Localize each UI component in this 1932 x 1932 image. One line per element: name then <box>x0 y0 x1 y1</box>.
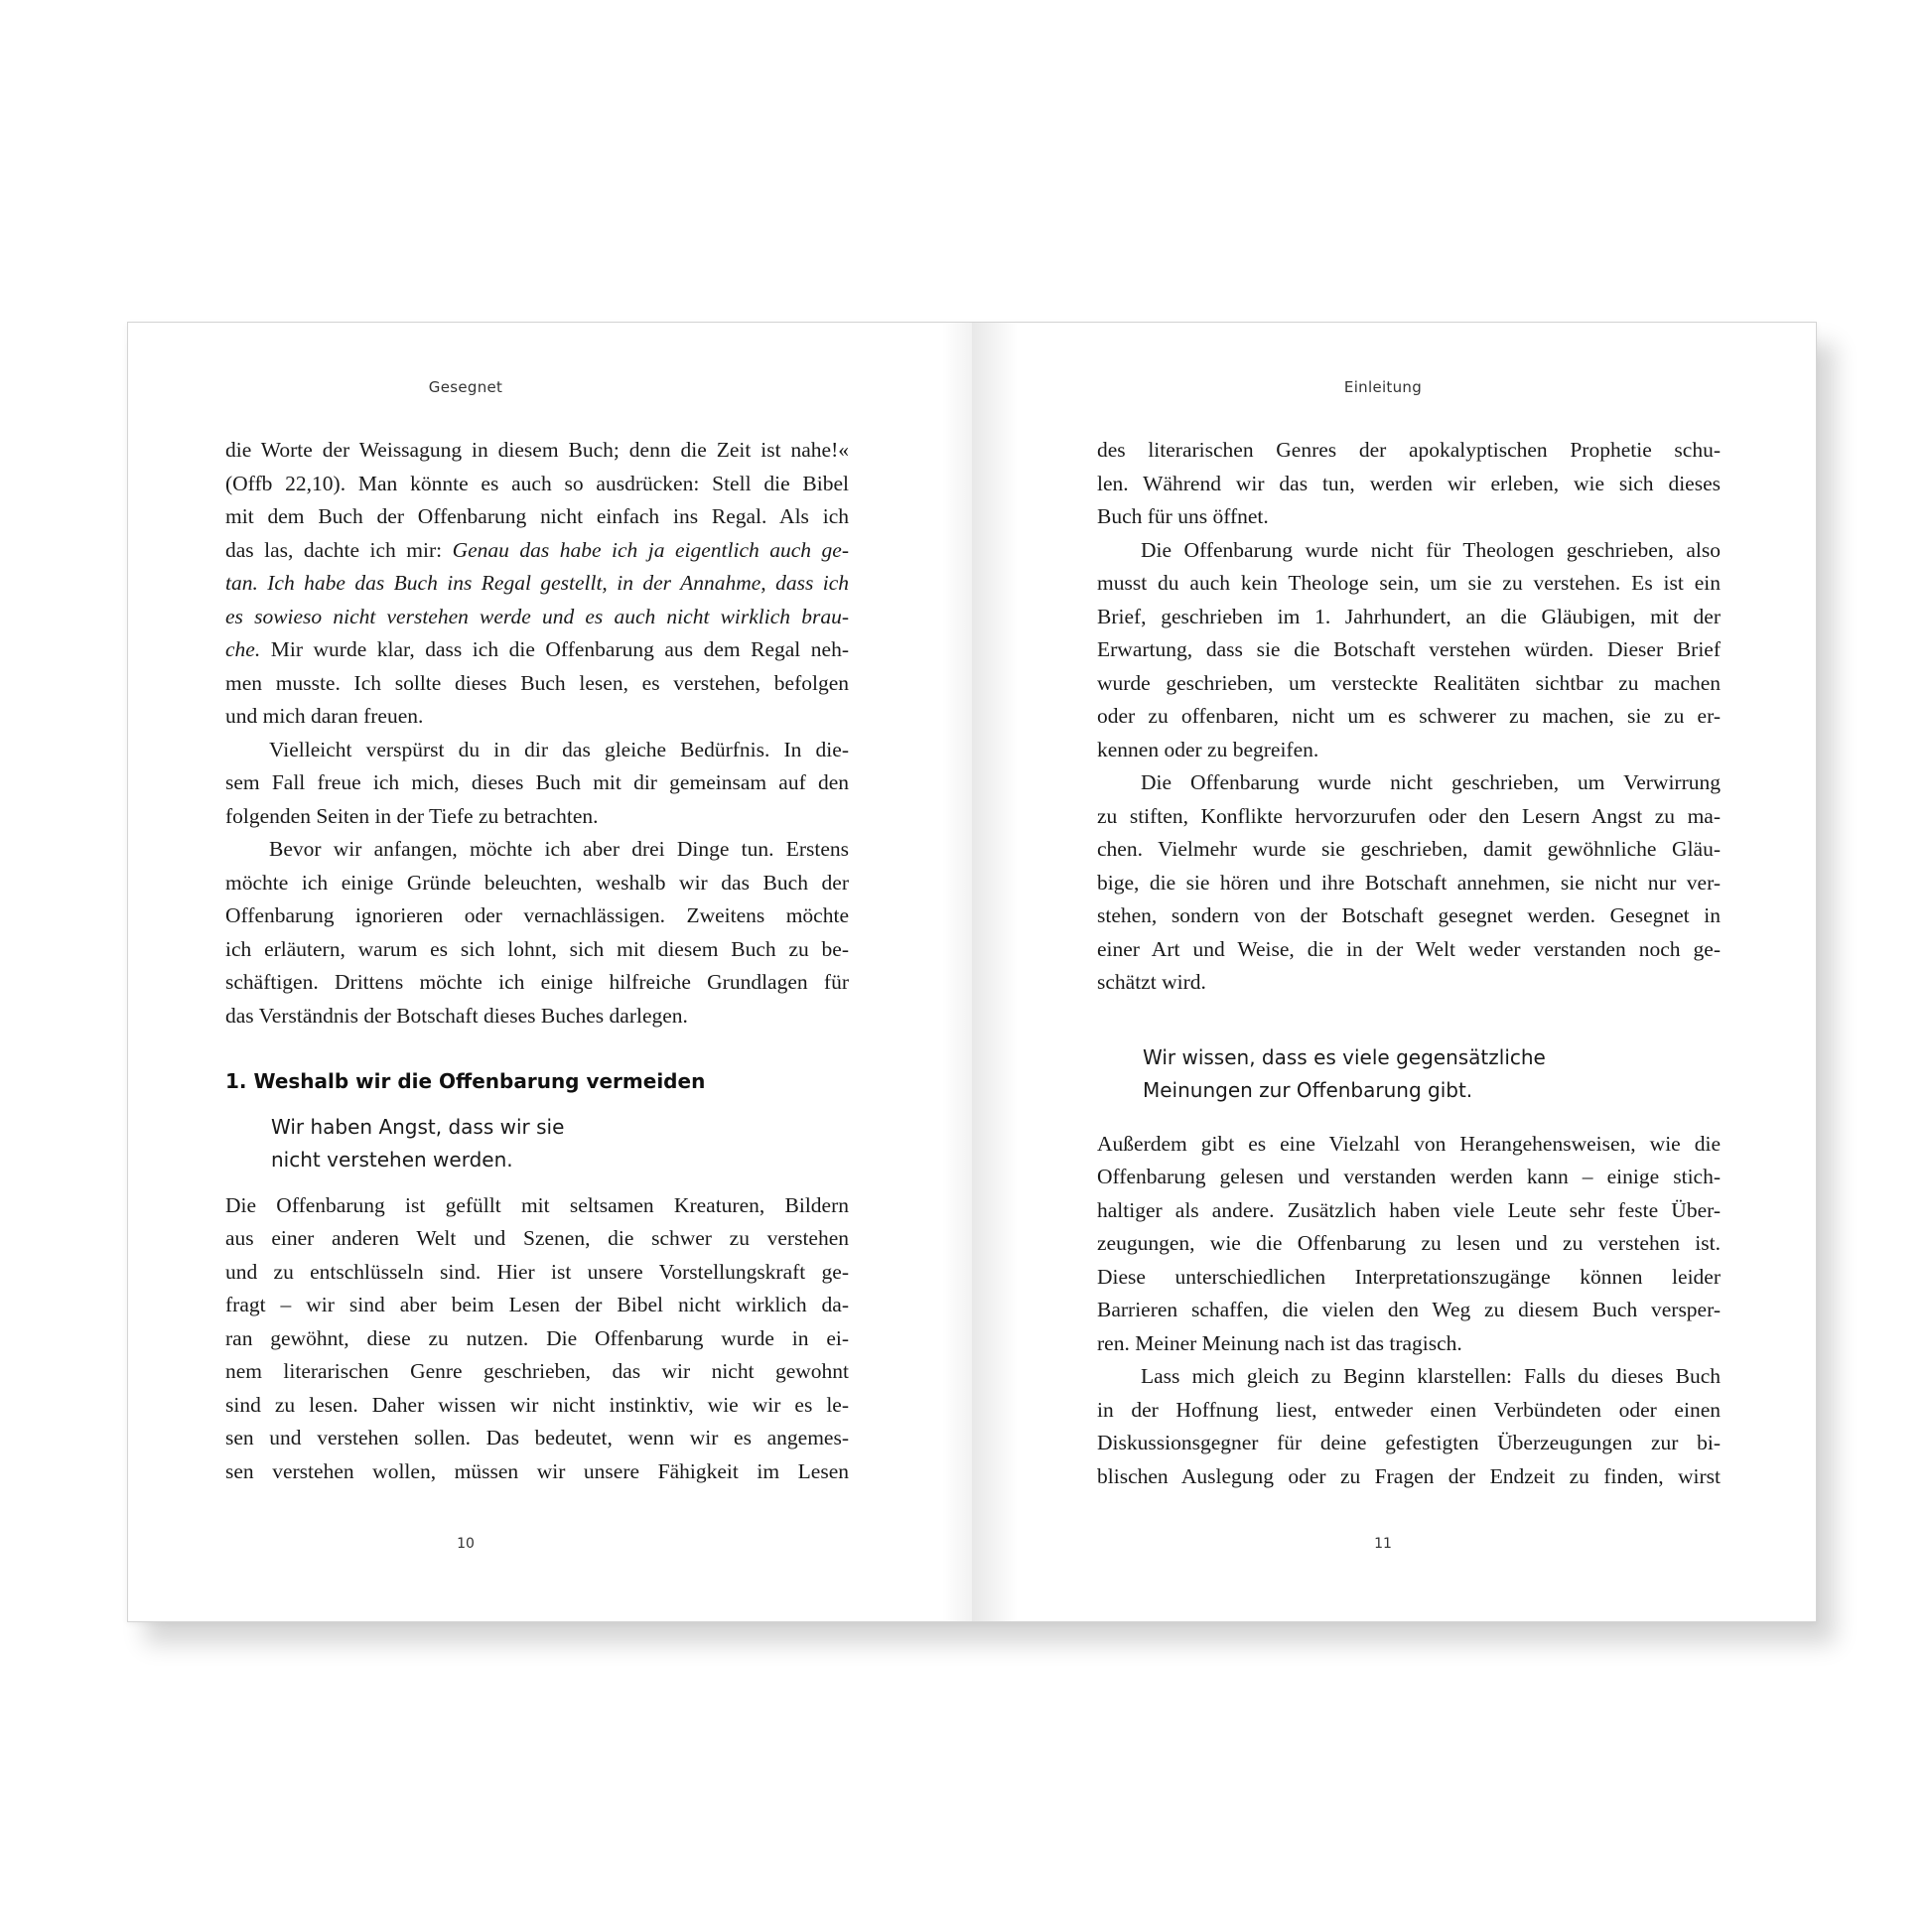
text-line: zeugungen, wie die Offenbarung zu lesen und zu verstehen ist. <box>1097 1231 1721 1255</box>
section-heading: 1. Weshalb wir die Offenbarung vermeiden <box>225 1069 706 1093</box>
text-line: Erwartung, dass sie die Botschaft verstehen würden. Dieser Brief <box>1097 637 1721 661</box>
text-line: schätzt wird. <box>1097 970 1206 994</box>
page-number: 11 <box>1374 1536 1392 1552</box>
text-line: Die Offenbarung ist gefüllt mit seltsamen Kreaturen, Bildern <box>225 1192 849 1217</box>
text-line: Lass mich gleich zu Beginn klarstellen: Falls du dieses Buch <box>1141 1364 1721 1388</box>
page-number: 10 <box>457 1536 475 1552</box>
text-line: schäftigen. Drittens möchte ich einige hilfreiche Grundlagen für <box>225 970 849 994</box>
quote-line: nicht verstehen werden. <box>271 1148 513 1172</box>
running-head: Gesegnet <box>428 378 503 396</box>
text-line: Vielleicht verspürst du in dir das gleiche Bedürfnis. In die- <box>269 737 849 761</box>
text-line: haltiger als andere. Zusätzlich haben viele Leute sehr feste Über- <box>1097 1197 1721 1222</box>
text-line: möchte ich einige Gründe beleuchten, weshalb wir das Buch der <box>225 870 849 895</box>
text-line: einer Art und Weise, die in der Welt weder verstanden noch ge- <box>1097 936 1721 961</box>
text-run: das las, dachte ich mir: <box>225 537 453 562</box>
paragraph <box>1097 1128 1721 1361</box>
quote-line: Wir haben Angst, dass wir sie <box>271 1114 565 1139</box>
paragraph <box>225 434 849 734</box>
text-line: und mich daran freuen. <box>225 704 424 728</box>
text-line: ran gewöhnt, diese zu nutzen. Die Offenbarung wurde in ei- <box>225 1325 849 1350</box>
text-line: des literarischen Genres der apokalyptischen Prophetie schu- <box>1097 438 1721 462</box>
quote-line: Wir wissen, dass es viele gegensätzliche <box>1143 1044 1546 1069</box>
text-line: sem Fall freue ich mich, dieses Buch mit dir gemeinsam auf den <box>225 770 849 794</box>
text-line: oder zu offenbaren, nicht um es schwerer zu machen, sie zu er- <box>1097 704 1721 728</box>
text-line: mit dem Buch der Offenbarung nicht einfach ins Regal. Als ich <box>225 504 849 528</box>
right-page <box>972 323 1816 1621</box>
text-line: die Worte der Weissagung in diesem Buch; denn die Zeit ist nahe!« <box>225 438 849 462</box>
paragraph <box>225 833 849 1033</box>
paragraph <box>1097 1360 1721 1493</box>
left-page <box>128 323 972 1621</box>
text-line: Offenbarung ignorieren oder vernachlässigen. Zweitens möchte <box>225 903 849 927</box>
gutter-shadow <box>942 323 972 1621</box>
text-line: wurde geschrieben, um versteckte Realitäten sichtbar zu machen <box>1097 670 1721 695</box>
text-line: len. Während wir das tun, werden wir erleben, wie sich dieses <box>1097 471 1721 495</box>
text-line: Diese unterschiedlichen Interpretationszugänge können leider <box>1097 1264 1721 1289</box>
text-line: Barrieren schaffen, die vielen den Weg zu diesem Buch versper- <box>1097 1298 1721 1321</box>
text-line: folgenden Seiten in der Tiefe zu betrachten. <box>225 803 599 828</box>
text-line: aus einer anderen Welt und Szenen, die schwer zu verstehen <box>225 1226 849 1250</box>
body-text <box>225 434 849 1488</box>
text-line <box>225 534 849 568</box>
body-text <box>1097 434 1721 1493</box>
text-line: chen. Vielmehr wurde sie geschrieben, damit gewöhnliche Gläu- <box>1097 837 1721 861</box>
text-line <box>225 633 849 667</box>
italic-run: Genau das habe ich ja eigentlich auch ge- <box>452 537 849 562</box>
text-line: und zu entschlüsseln sind. Hier ist unsere Vorstellungskraft ge- <box>225 1259 849 1284</box>
text-line: ren. Meiner Meinung nach ist das tragisch. <box>1097 1330 1462 1355</box>
paragraph <box>1097 534 1721 767</box>
pull-quote <box>225 1111 849 1177</box>
text-line: in der Hoffnung liest, entweder einen Verbündeten oder einen <box>1097 1397 1721 1422</box>
text-line: musst du auch kein Theologe sein, um sie zu verstehen. Es ist ein <box>1097 571 1721 595</box>
running-head: Einleitung <box>1343 378 1423 396</box>
paragraph <box>225 1189 849 1489</box>
text-line: Brief, geschrieben im 1. Jahrhundert, an die Gläubigen, mit der <box>1097 604 1721 628</box>
paragraph <box>1097 434 1721 534</box>
book-spread <box>127 322 1817 1622</box>
italic-line: tan. Ich habe das Buch ins Regal gestellt, in der Annahme, dass ich <box>225 571 849 595</box>
gutter-shadow <box>972 323 1018 1621</box>
quote-line: Meinungen zur Offenbarung gibt. <box>1143 1078 1473 1102</box>
text-line: Außerdem gibt es eine Vielzahl von Herangehensweisen, wie die <box>1097 1131 1721 1156</box>
text-run: Mir wurde klar, dass ich die Offenbarung aus dem Regal neh- <box>260 637 849 661</box>
italic-line: es sowieso nicht verstehen werde und es auch nicht wirklich brau- <box>225 604 849 628</box>
text-line: Diskussionsgegner für deine gefestigten Überzeugungen zur bi- <box>1097 1431 1721 1454</box>
text-line: ich erläutern, warum es sich lohnt, sich mit diesem Buch zu be- <box>225 936 849 961</box>
italic-run: che. <box>225 637 261 661</box>
text-line: Die Offenbarung wurde nicht geschrieben, um Verwirrung <box>1141 770 1721 794</box>
text-line: kennen oder zu begreifen. <box>1097 737 1319 761</box>
text-line: nem literarischen Genre geschrieben, das wir nicht gewohnt <box>225 1359 849 1383</box>
text-line: sen verstehen wollen, müssen wir unsere Fähigkeit im Lesen <box>225 1458 849 1483</box>
text-line: Buch für uns öffnet. <box>1097 504 1269 528</box>
text-line: Die Offenbarung wurde nicht für Theologen geschrieben, also <box>1141 537 1721 562</box>
text-line: men musste. Ich sollte dieses Buch lesen, es verstehen, befolgen <box>225 670 849 695</box>
text-line: sen und verstehen sollen. Das bedeutet, wenn wir es angemes- <box>225 1426 849 1449</box>
paragraph <box>225 734 849 834</box>
text-line: bige, die sie hören und ihre Botschaft annehmen, sie nicht nur ver- <box>1097 870 1721 895</box>
text-line: zu stiften, Konflikte hervorzurufen oder den Lesern Angst zu ma- <box>1097 803 1721 828</box>
pull-quote <box>1097 1041 1721 1108</box>
text-line: blischen Auslegung oder zu Fragen der Endzeit zu finden, wirst <box>1097 1463 1721 1488</box>
text-line: das Verständnis der Botschaft dieses Buches darlegen. <box>225 1003 688 1028</box>
text-line: sind zu lesen. Daher wissen wir nicht instinktiv, wie wir es le- <box>225 1392 849 1417</box>
text-line: (Offb 22,10). Man könnte es auch so ausdrücken: Stell die Bibel <box>225 471 849 495</box>
text-line: Offenbarung gelesen und verstanden werden kann – einige stich- <box>1097 1165 1721 1188</box>
text-line: fragt – wir sind aber beim Lesen der Bibel nicht wirklich da- <box>225 1293 849 1316</box>
text-line: Bevor wir anfangen, möchte ich aber drei Dinge tun. Erstens <box>269 837 849 861</box>
text-line: stehen, sondern von der Botschaft gesegnet werden. Gesegnet in <box>1097 903 1721 927</box>
paragraph <box>1097 766 1721 1000</box>
